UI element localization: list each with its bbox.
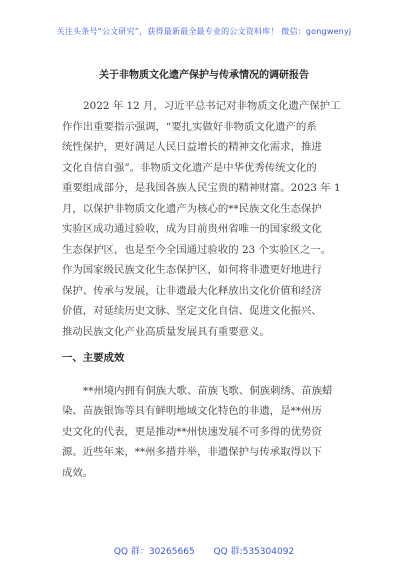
paragraph-line: 作为国家级民族文化生态保护区，如何将非遗更好地进行	[62, 264, 322, 276]
paragraph-line: 成效。	[62, 466, 94, 479]
paragraph-line: 月，以保护非物质文化遗产为核心的**民族文化生态保护	[62, 202, 322, 215]
paragraph-line: 作作出重要指示强调，“要扎实做好非物质文化遗产的系	[62, 120, 317, 133]
qq-group-1: QQ 群：30265665	[113, 547, 195, 557]
paragraph-1	[62, 96, 354, 342]
paragraph-line: 文化自信自强”。非物质文化遗产是中华优秀传统文化的	[62, 161, 317, 174]
paragraph-line: 史文化的代表，更是推动**州快速发展不可多得的优势资	[62, 425, 322, 438]
document-title: 关于非物质文化遗产保护与传承情况的调研报告	[99, 70, 309, 81]
paragraph-line: 实验区成功通过验收，成为目前贵州省唯一的国家级文化	[62, 223, 322, 235]
paragraph-2	[62, 381, 354, 484]
paragraph-line: 重要组成部分，是我国各族人民宝贵的精神财富。2023 年 1	[62, 182, 341, 194]
section-heading: 一、主要成效	[62, 352, 125, 364]
document-body	[62, 96, 354, 483]
paragraph-line: 推动民族文化产业高质量发展具有重要意义。	[62, 325, 270, 338]
paragraph-line: 2022 年 12 月，习近平总书记对非物质文化遗产保护工	[83, 100, 341, 112]
footer-contact	[0, 544, 408, 557]
paragraph-line: 生态保护区，也是至今全国通过验收的 23 个实验区之一。	[62, 243, 332, 256]
paragraph-line: 统性保护，更好满足人民日益增长的精神文化需求，推进	[62, 141, 322, 153]
paragraph-line: 源。近些年来，**州多措并举，非遗保护与传承取得以下	[62, 446, 322, 458]
paragraph-line: 染、苗族银饰等具有鲜明地域文化特色的非遗，是**州历	[62, 405, 322, 417]
qq-group-2: QQ 群:535304092	[213, 547, 295, 557]
paragraph-line: 保护、传承与发展，让非遗最大化释放出文化价值和经济	[62, 284, 322, 297]
paragraph-line: **州境内拥有侗族大歌、苗族飞歌、侗族刺绣、苗族蜡	[83, 384, 333, 397]
paragraph-line: 价值，对延续历史文脉、坚定文化自信、促进文化振兴、	[62, 305, 322, 317]
promo-banner: 关注头条号“公文研究”，获得最新最全最专业的公文资料库！ 微信：gongwenyj	[56, 27, 352, 36]
